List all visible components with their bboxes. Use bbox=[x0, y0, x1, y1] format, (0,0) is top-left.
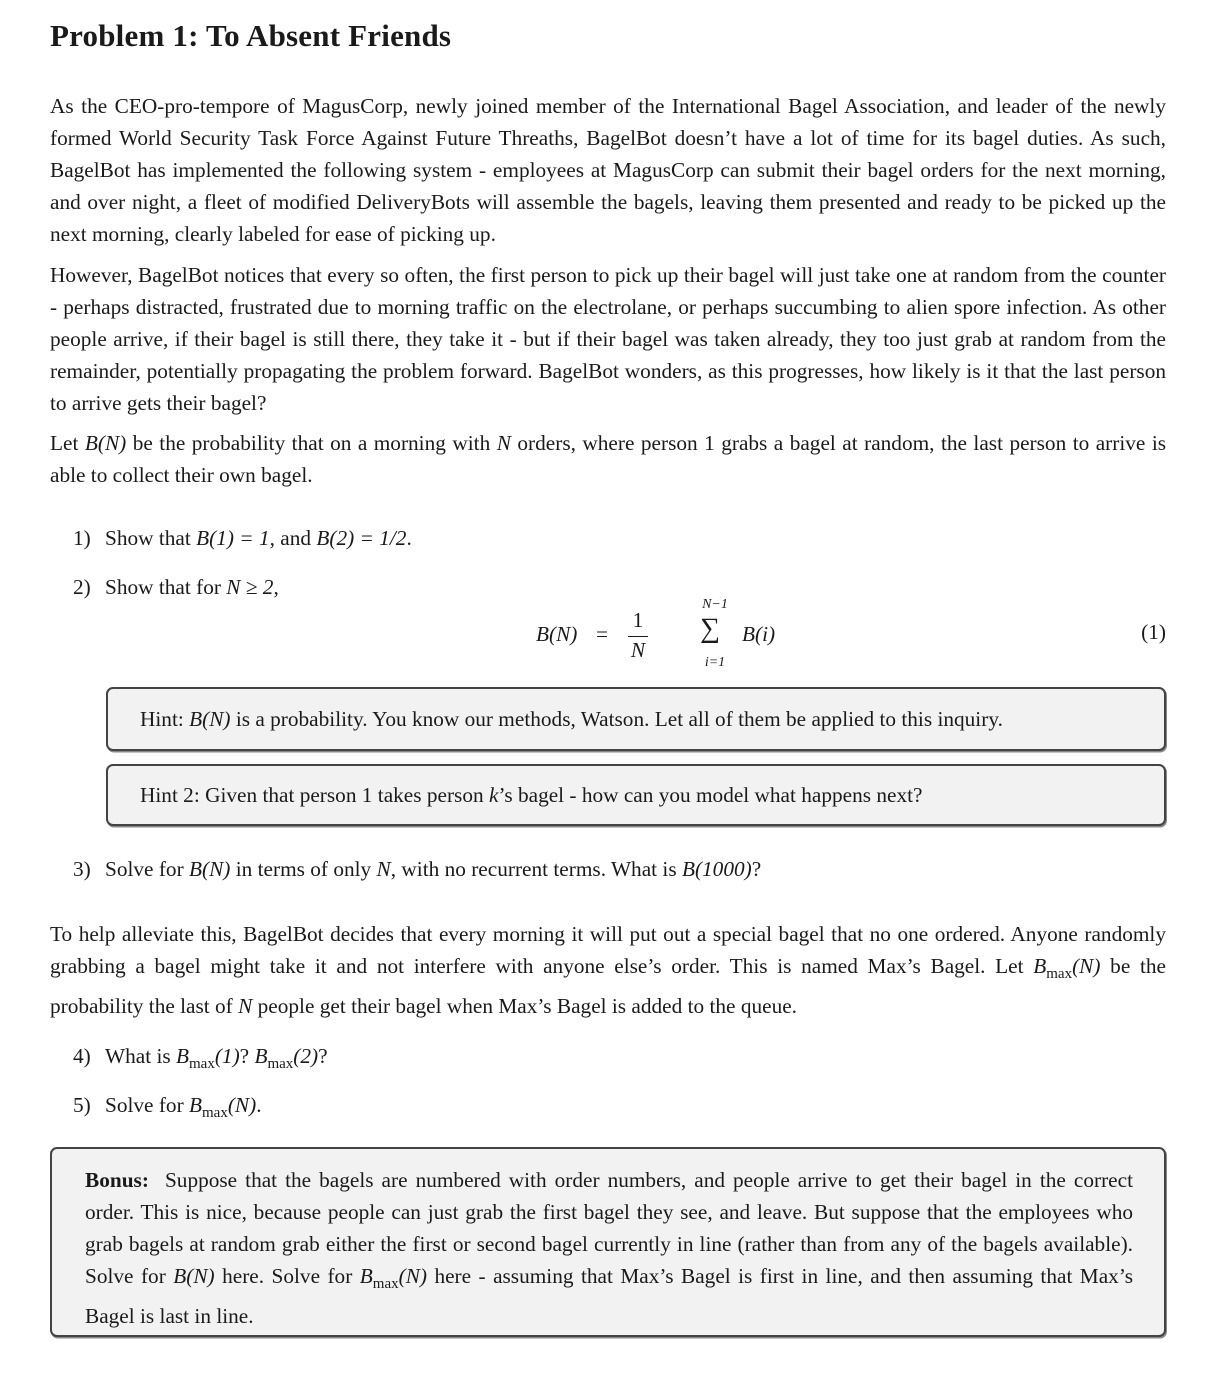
question-4: 4) What is $B_{max}(1)$? $B_{max}(2)$? bbox=[73, 1044, 328, 1072]
bonus-box bbox=[50, 1147, 1166, 1337]
bonus-text: Bonus: Suppose that the bagels are numbered with order numbers, and people arrive to get their bagel in the correct order. This is nice, because people can just grab the first bagel they see, and leave. But suppose that the employees who grab bagels at random grab either the first or second bagel currently in line (rather than from any of the bagels available). Solve for B(N) here. Solve for $B_{max}(N)$ here - assuming that Max’s Bagel is first in line, and then assuming that Max’s Bagel is last in line. bbox=[85, 1168, 1134, 1328]
recurrence-equation: B(N) = 1 N N−1 ∑ i=1 B(i) bbox=[536, 597, 776, 670]
page-title: Problem 1: To Absent Friends bbox=[50, 18, 452, 53]
math-bn: B(N) bbox=[84, 431, 127, 455]
definition-paragraph: Let B(N) be the probability that on a morning with N orders, where person 1 grabs a bagel at random, the last person to arrive is able to collect their own bagel. bbox=[50, 431, 1167, 487]
intro-paragraph-2: However, BagelBot notices that every so often, the first person to pick up their bagel will just take one at random from the counter - perhaps distracted, frustrated due to morning traffic on the electrolane, or perhaps succumbing to alien spore infection. As other people arrive, if their bagel is still there, they take it - but if their bagel was taken already, they too just grab at random from the remainder, potentially propagating the problem forward. BagelBot wonders, as this progresses, how likely is it that the last person to arrive gets their bagel? bbox=[50, 263, 1166, 415]
question-2: 2) Show that for N ≥ 2, bbox=[73, 575, 279, 599]
hint-1-text: Hint: B(N) is a probability. You know our methods, Watson. Let all of them be applied to this inquiry. bbox=[140, 707, 1003, 731]
question-1: 1) Show that B(1) = 1, and B(2) = 1/2. bbox=[73, 526, 412, 550]
question-3: 3) Solve for B(N) in terms of only N, with no recurrent terms. What is B(1000)? bbox=[73, 857, 762, 881]
hint-box-1 bbox=[106, 687, 1166, 751]
max-bagel-paragraph: To help alleviate this, BagelBot decides that every morning it will put out a special bagel that no one ordered. Anyone randomly grabbing a bagel might take it and not interfere with anyone else’s order. This is named Max’s Bagel. Let $B_{max}(N)$ be the probability the last of N people get their bagel when Max’s Bagel is added to the queue. bbox=[50, 922, 1166, 1018]
intro-paragraph-1: As the CEO-pro-tempore of MagusCorp, newly joined member of the International Bagel Association, and leader of the newly formed World Security Task Force Against Future Threaths, BagelBot doesn’t have a lot of time for its bagel duties. As such, BagelBot has implemented the following system - employees at MagusCorp can submit their bagel orders for the next morning, and over night, a fleet of modified DeliveryBots will assemble the bagels, leaving them presented and ready to be picked up the next morning, clearly labeled for ease of picking up. bbox=[50, 94, 1166, 246]
hint-box-2 bbox=[106, 764, 1166, 826]
question-5: 5) Solve for $B_{max}(N)$. bbox=[73, 1093, 262, 1121]
hint-2-text: Hint 2: Given that person 1 takes person k’s bagel - how can you model what happens next? bbox=[140, 783, 923, 807]
equation-label: (1) bbox=[1141, 620, 1166, 644]
